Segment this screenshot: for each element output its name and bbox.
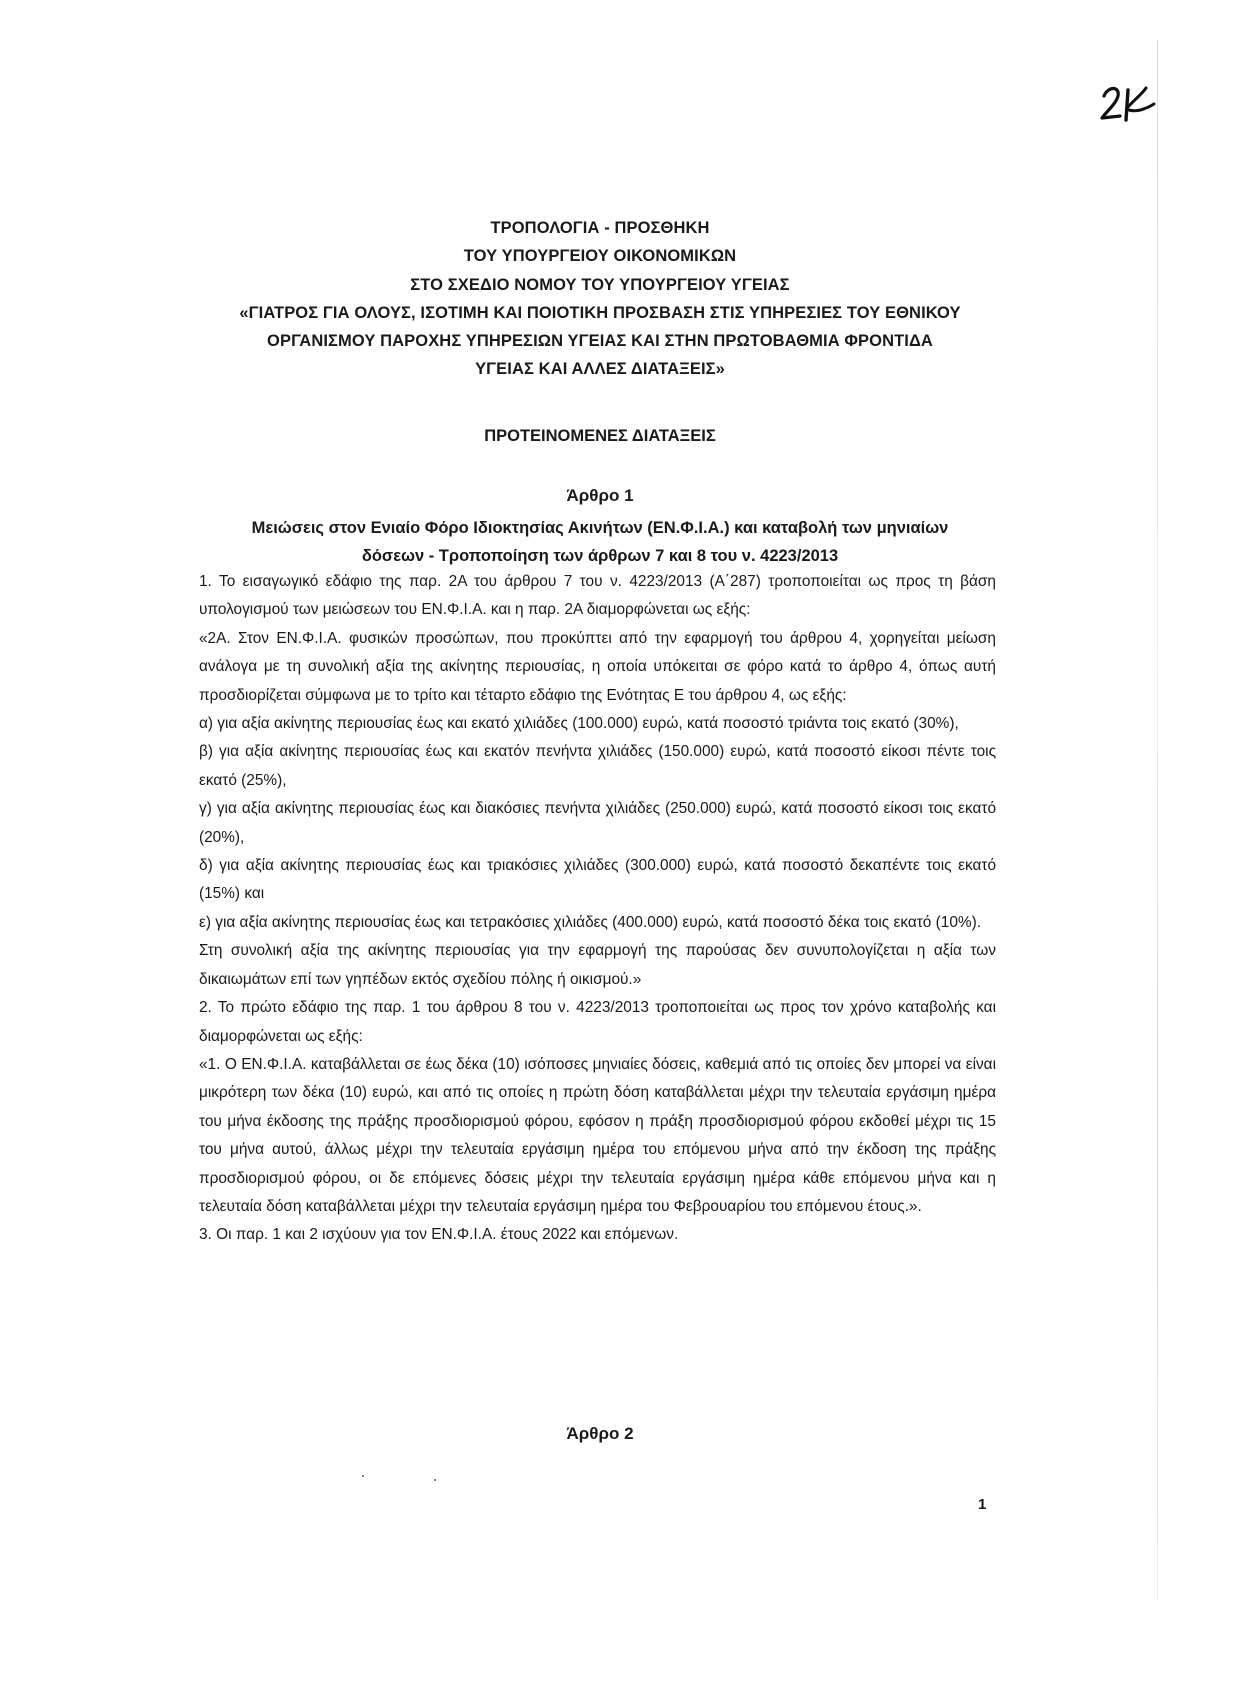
header-line-1: ΤΡΟΠΟΛΟΓΙΑ - ΠΡΟΣΘΗΚΗ — [490, 219, 710, 237]
article-1-body — [199, 568, 996, 1250]
paragraph-1: 1. Το εισαγωγικό εδάφιο της παρ. 2Α του άρθρου 7 του ν. 4223/2013 (Α΄287) τροποποιείται ως προς τη βάση υπολογισμού των μειώσεων του ΕΝ.Φ.Ι.Α. και η παρ. 2Α διαμορφώνεται ως εξής: — [199, 573, 996, 619]
document-header — [150, 214, 1050, 384]
item-e: ε) για αξία ακίνητης περιουσίας έως και τετρακόσιες χιλιάδες (400.000) ευρώ, κατά ποσοστό δέκα τοις εκατό (10%). — [199, 913, 981, 931]
paragraph-2a-intro: «2Α. Στον ΕΝ.Φ.Ι.Α. φυσικών προσώπων, που προκύπτει από την εφαρμογή του άρθρου 4, χορηγείται μείωση ανάλογα με τη συνολική αξία της ακίνητης περιουσίας, η οποία υπόκειται σε φόρο κατά το άρθρο 4, όπως αυτή προσδιορίζεται σύμφωνα με το τρίτο και τέταρτο εδάφιο της Ενότητας Ε του άρθρου 4, ως εξής: — [199, 629, 996, 704]
article-1-subtitle-line-1: Μειώσεις στον Ενιαίο Φόρο Ιδιοκτησίας Ακινήτων (ΕΝ.Φ.Ι.Α.) και καταβολή των μηνιαίων — [251, 519, 949, 537]
item-c: γ) για αξία ακίνητης περιουσίας έως και διακόσιες πενήντα χιλιάδες (250.000) ευρώ, κατά ποσοστό είκοσι τοις εκατό (20%), — [199, 800, 996, 846]
handwritten-page-mark — [1098, 78, 1158, 126]
paragraph-2: 2. Το πρώτο εδάφιο της παρ. 1 του άρθρου 8 του ν. 4223/2013 τροποποιείται ως προς τον χρόνο καταβολής και διαμορφώνεται ως εξής: — [199, 999, 996, 1045]
page-number: 1 — [978, 1496, 987, 1513]
article-1-title: Άρθρο 1 — [566, 486, 634, 505]
proposed-provisions-heading: ΠΡΟΤΕΙΝΟΜΕΝΕΣ ΔΙΑΤΑΞΕΙΣ — [484, 427, 716, 445]
article-1-subtitle — [150, 514, 1050, 570]
item-d: δ) για αξία ακίνητης περιουσίας έως και τριακόσιες χιλιάδες (300.000) ευρώ, κατά ποσοστό δεκαπέντε τοις εκατό (15%) και — [199, 857, 996, 903]
paragraph-installments: «1. Ο ΕΝ.Φ.Ι.Α. καταβάλλεται σε έως δέκα (10) ισόποσες μηνιαίες δόσεις, καθεμιά από τις οποίες δεν μπορεί να είναι μικρότερη των δέκα (10) ευρώ, και από τις οποίες η πρώτη δόση καταβάλλεται μέχρι την τελευταία εργάσιμη ημέρα του μήνα έκδοσης της πράξης προσδιορισμού φόρου, εφόσον η πράξη προσδιορισμού φόρου εκδοθεί μέχρι τις 15 του μήνα αυτού, άλλως μέχρι την τελευταία εργάσιμη ημέρα του επόμενου μήνα από την έκδοση της πράξης προσδιορισμού φόρου, οι δε επόμενες δόσεις μέχρι την τελευταία εργάσιμη ημέρα κάθε επόμενου μήνα και η τελευταία δόση καταβάλλεται μέχρι την τελευταία εργάσιμη ημέρα του Φεβρουαρίου του επόμενου έτους.». — [199, 1055, 996, 1215]
article-1-subtitle-line-2: δόσεων - Τροποποίηση των άρθρων 7 και 8 του ν. 4223/2013 — [361, 547, 839, 565]
paragraph-exclusion: Στη συνολική αξία της ακίνητης περιουσίας για την εφαρμογή της παρούσας δεν συνυπολογίζεται η αξία των δικαιωμάτων επί των γηπέδων εκτός σχεδίου πόλης ή οικισμού.» — [199, 942, 996, 988]
scan-edge-line — [1157, 40, 1158, 1600]
header-line-4: «ΓΙΑΤΡΟΣ ΓΙΑ ΟΛΟΥΣ, ΙΣΟΤΙΜΗ ΚΑΙ ΠΟΙΟΤΙΚΗ ΠΡΟΣΒΑΣΗ ΣΤΙΣ ΥΠΗΡΕΣΙΕΣ ΤΟΥ ΕΘΝΙΚΟΥ — [239, 303, 961, 322]
header-line-6: ΥΓΕΙΑΣ ΚΑΙ ΑΛΛΕΣ ΔΙΑΤΑΞΕΙΣ» — [475, 360, 725, 379]
paragraph-3: 3. Οι παρ. 1 και 2 ισχύουν για τον ΕΝ.Φ.Ι.Α. έτους 2022 και επόμενων. — [199, 1226, 679, 1244]
scan-speck — [362, 1475, 364, 1477]
header-line-5: ΟΡΓΑΝΙΣΜΟΥ ΠΑΡΟΧΗΣ ΥΠΗΡΕΣΙΩΝ ΥΓΕΙΑΣ ΚΑΙ ΣΤΗΝ ΠΡΩΤΟΒΑΘΜΙΑ ΦΡΟΝΤΙΔΑ — [267, 332, 933, 351]
header-line-3: ΣΤΟ ΣΧΕΔΙΟ ΝΟΜΟΥ ΤΟΥ ΥΠΟΥΡΓΕΙΟΥ ΥΓΕΙΑΣ — [410, 275, 790, 294]
article-2-title: Άρθρο 2 — [566, 1424, 634, 1443]
scan-speck — [434, 1479, 436, 1481]
item-a: α) για αξία ακίνητης περιουσίας έως και εκατό χιλιάδες (100.000) ευρώ, κατά ποσοστό τριάντα τοις εκατό (30%), — [199, 715, 959, 733]
header-line-2: ΤΟΥ ΥΠΟΥΡΓΕΙΟΥ ΟΙΚΟΝΟΜΙΚΩΝ — [463, 247, 737, 266]
item-b: β) για αξία ακίνητης περιουσίας έως και εκατόν πενήντα χιλιάδες (150.000) ευρώ, κατά ποσοστό είκοσι πέντε τοις εκατό (25%), — [199, 743, 996, 789]
